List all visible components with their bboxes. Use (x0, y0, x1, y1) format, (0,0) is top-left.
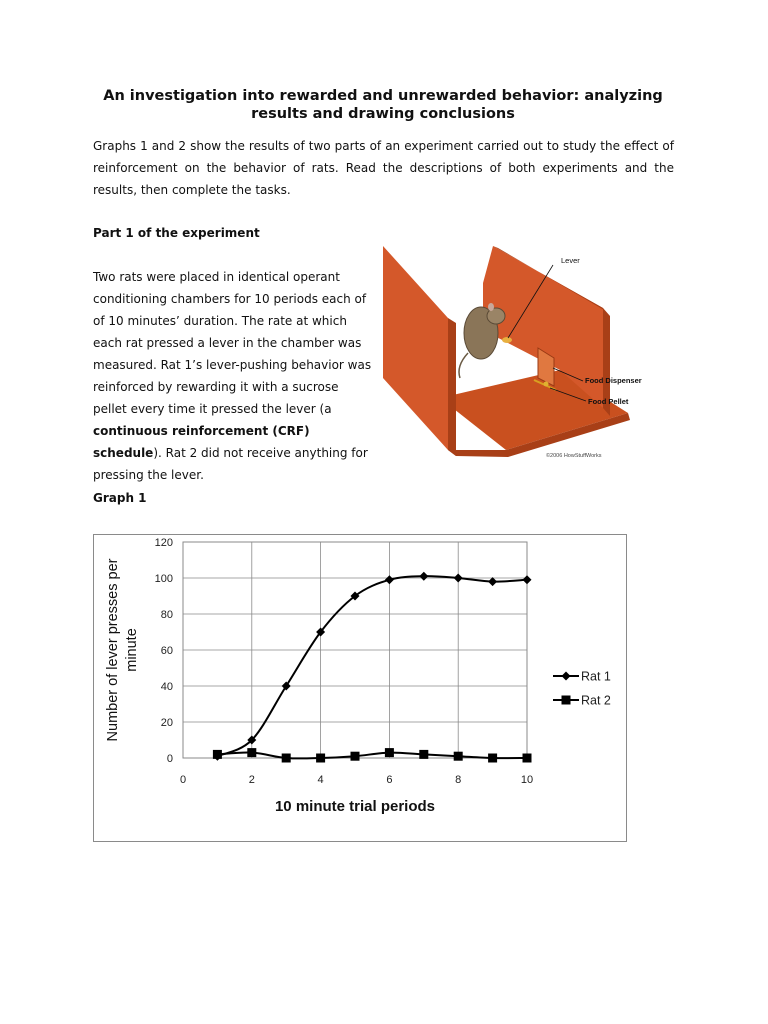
graph1-heading: Graph 1 (93, 491, 147, 505)
graph1-line-chart (93, 534, 627, 842)
lever-handle (502, 337, 512, 343)
data-point-rat-2 (385, 748, 394, 757)
y-axis-title-line2: minute (124, 628, 140, 672)
label-food-pellet: Food Pellet (588, 397, 629, 406)
legend-marker (562, 696, 571, 705)
y-tick-label: 100 (154, 573, 173, 585)
chamber-left-wall-edge (448, 318, 456, 456)
data-point-rat-2 (247, 748, 256, 757)
data-point-rat-2 (488, 754, 497, 763)
y-tick-label: 80 (160, 609, 173, 621)
chart-frame (94, 535, 627, 842)
y-tick-label: 20 (160, 717, 173, 729)
data-point-rat-2 (351, 752, 360, 761)
data-point-rat-2 (419, 750, 428, 759)
y-tick-label: 120 (154, 537, 173, 549)
y-axis-title-line1: Number of lever presses per (105, 558, 121, 742)
data-point-rat-2 (213, 750, 222, 759)
x-tick-label: 8 (455, 774, 462, 786)
intro-paragraph: Graphs 1 and 2 show the results of two parts of an experiment carried out to study the effect of reinforcement on the behavior of rats. Read the descriptions of both experiments and the results, then complete the tasks. (93, 139, 674, 197)
data-point-rat-2 (523, 754, 532, 763)
x-axis-title: 10 minute trial periods (274, 798, 436, 815)
x-tick-label: 10 (520, 774, 534, 786)
y-tick-label: 40 (160, 681, 173, 693)
operant-chamber-illustration (378, 238, 678, 468)
x-tick-label: 4 (317, 774, 324, 786)
x-tick-label: 2 (248, 774, 255, 786)
illustration-credit: ©2006 HowStuffWorks (546, 453, 602, 459)
chamber-left-wall (383, 246, 448, 450)
part1-text-b: ). Rat 2 did not receive anything for pressing the lever. (93, 446, 368, 482)
data-point-rat-2 (454, 752, 463, 761)
x-tick-label: 0 (179, 774, 187, 786)
legend-label: Rat 1 (581, 669, 611, 684)
part1-text-bold: continuous reinforcement (CRF) schedule (93, 424, 310, 460)
x-tick-label: 6 (386, 774, 393, 786)
label-food-dispenser: Food Dispenser (585, 376, 642, 385)
document-title: An investigation into rewarded and unrewarded behavior: analyzing results and drawing conclusions (103, 88, 663, 122)
y-tick-label: 0 (166, 753, 173, 765)
label-lever: Lever (561, 256, 580, 265)
legend-label: Rat 2 (581, 693, 611, 708)
data-point-rat-2 (316, 754, 325, 763)
data-point-rat-2 (282, 754, 291, 763)
part1-paragraph (93, 266, 373, 486)
food-pellet (544, 382, 549, 387)
part1-heading: Part 1 of the experiment (93, 226, 260, 240)
rat-ear (488, 303, 494, 311)
part1-text-a: Two rats were placed in identical operant conditioning chambers for 10 periods each of of 10 minutes’ duration. The rate at which each rat pressed a lever in the chamber was measured. Rat 1’s lever-pushing behavior was reinforced by rewarding it with a sucrose pellet every time it pressed the lever (a (93, 270, 372, 416)
rat-tail (459, 353, 468, 378)
y-tick-label: 60 (160, 645, 173, 657)
